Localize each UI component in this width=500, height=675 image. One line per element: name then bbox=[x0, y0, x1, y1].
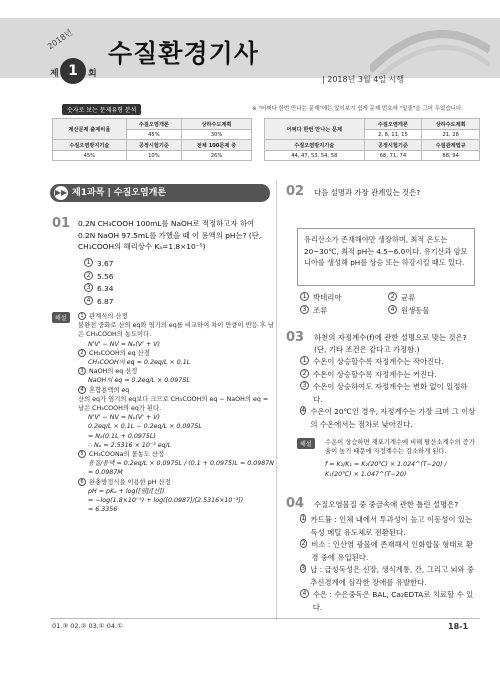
option-text: 수은 : 수은중독은 BAL, Ca₂EDTA로 치료할 수 있다. bbox=[312, 590, 474, 612]
answer-option[interactable] bbox=[300, 564, 476, 589]
answer-option[interactable] bbox=[300, 381, 476, 406]
table-cell: 68, 71, 74 bbox=[364, 151, 422, 161]
step-text: CH₃COOH의 eq 산정 bbox=[89, 349, 150, 357]
explanation-line: 용질/용액 = 0.2eq/L × 0.0975L / (0.1 + 0.0975)L = 0.0987N = 0.0987M bbox=[88, 460, 274, 477]
answer-option[interactable] bbox=[300, 406, 476, 431]
option-text: 5.56 bbox=[97, 271, 114, 281]
explanation-line: N'V' − NV = Nₒ(V' + V) bbox=[88, 340, 160, 348]
option-mark: 3 bbox=[84, 283, 93, 292]
option-text: 수온이 상승하여도 자정계수는 변화 없이 일정하다. bbox=[312, 382, 468, 404]
table-cell: 45% bbox=[126, 130, 181, 140]
option-row bbox=[300, 305, 476, 318]
option-mark: 2 bbox=[300, 369, 309, 378]
explanation-line: = Nₒ(0.1L + 0.0975L) bbox=[88, 432, 156, 440]
table-cell: 상하수도계획 bbox=[422, 119, 480, 130]
explanation-line bbox=[78, 312, 274, 321]
explanation-line: NaOH의 eq = 0.2eq/L × 0.0975L bbox=[88, 377, 190, 385]
option-mark: 4 bbox=[388, 305, 397, 314]
option-mark: 1 bbox=[300, 292, 309, 301]
explanation-line bbox=[78, 367, 274, 376]
option-text: 조류 bbox=[313, 305, 328, 315]
question-text: 다음 설명과 가장 관계있는 것은? bbox=[314, 188, 421, 197]
option-mark: 2 bbox=[388, 292, 397, 301]
explanation-line: 0.2eq/L × 0.1L − 0.2eq/L × 0.0975L bbox=[88, 423, 202, 431]
calc-ratio-table bbox=[52, 118, 252, 161]
table-cell: 88, 94 bbox=[422, 151, 480, 161]
option-text: 비소 : 인산염 광물에 존재해서 인화합물 형태로 환경 중에 유입된다. bbox=[311, 540, 473, 562]
step-text: 관계식의 산정 bbox=[89, 313, 128, 320]
step-mark: 1 bbox=[78, 312, 86, 320]
table-cell: 공정시험기준 bbox=[126, 140, 181, 151]
answer-option[interactable] bbox=[84, 258, 264, 271]
page-title: 수질환경기사 bbox=[108, 39, 259, 68]
answer-option[interactable] bbox=[84, 283, 264, 296]
explanation-body bbox=[325, 438, 475, 479]
table-cell: 44, 47, 53, 54, 58 bbox=[265, 151, 365, 161]
explanation-line: = −log(1.8×10⁻⁵) + log([0.0987]/[2.5316×10⁻³]) bbox=[88, 497, 244, 505]
table-cell: 수질오염방지기술 bbox=[265, 140, 365, 151]
explanation-line: 산의 eq가 염기의 eq보다 크므로 CH₃COOH의 eq − NaOH의 eq = 남은 CH₃COOH의 eq가 된다. bbox=[78, 395, 269, 413]
step-text: CH₃COONa의 몰농도 산정 bbox=[89, 451, 165, 459]
exam-date: | 2018년 3월 4일 시행 bbox=[322, 75, 405, 84]
option-text: 수온이 20℃인 경우, 자정계수는 가장 크며 그 이상의 수온에서는 점차로 낮아진다. bbox=[310, 407, 476, 429]
table-cell: 45% bbox=[53, 151, 127, 161]
formula-line: f = K₂/K₁ = K₂(20℃) × 1.024^(T−20) / K₁(20℃) × 1.047^(T−20) bbox=[325, 461, 447, 478]
explanation-line: = 6.3356 bbox=[88, 506, 118, 514]
table-cell: 26% bbox=[181, 151, 251, 161]
analysis-box bbox=[52, 104, 482, 166]
round-number: 1 bbox=[60, 58, 86, 84]
question-text: 수질오염물질 중 중금속에 관한 틀린 설명은? bbox=[314, 500, 459, 509]
badge-suffix: 회 bbox=[88, 69, 97, 79]
table-cell: 30% bbox=[181, 130, 251, 140]
explanation-body bbox=[78, 312, 274, 514]
question-number: 02 bbox=[286, 184, 305, 199]
explanation-line: 불완전 중화로 산의 eq와 염기의 eq를 비교하여 차이 만큼이 반응 후 남은 CH₃COOH의 농도이다. bbox=[78, 322, 274, 339]
question-number: 04 bbox=[286, 496, 305, 511]
explanation-line bbox=[78, 386, 274, 395]
step-mark: 2 bbox=[78, 349, 86, 357]
question-text: 하천의 자정계수(f)에 관한 설명으로 맞는 것은? (단, 기타 조건은 같다고 가정함.) bbox=[314, 333, 467, 354]
column-divider bbox=[276, 180, 277, 620]
step-text: NaOH의 eq 산정 bbox=[89, 368, 138, 376]
option-text: 원생동물 bbox=[401, 305, 430, 315]
explanation-line: N'V' − NV = Nₒ(V' + V) bbox=[88, 414, 160, 422]
table-cell: 공정시험기준 bbox=[364, 140, 422, 151]
option-row bbox=[300, 292, 476, 305]
option-mark: 3 bbox=[301, 565, 305, 572]
option-mark: 2 bbox=[84, 271, 93, 280]
explanation-line: CH₃COOH의 eq = 0.2eq/L × 0.1L bbox=[88, 359, 191, 367]
option-text: 3.67 bbox=[97, 259, 114, 268]
answer-option[interactable] bbox=[300, 589, 476, 614]
options-list bbox=[300, 292, 476, 317]
step-mark: 5 bbox=[78, 450, 86, 458]
options-list bbox=[300, 356, 476, 431]
step-mark: 4 bbox=[78, 386, 86, 394]
step-mark: 3 bbox=[78, 367, 86, 375]
answer-option[interactable] bbox=[388, 305, 468, 318]
explanation-line bbox=[78, 478, 274, 487]
exam-year: 2018년 bbox=[45, 27, 75, 52]
question-number: 03 bbox=[286, 330, 305, 345]
step-mark: 6 bbox=[78, 478, 86, 486]
forward-arrows-icon: ▶▶ bbox=[54, 186, 68, 200]
option-mark: 3 bbox=[300, 381, 309, 390]
page-number: 18-1 bbox=[448, 622, 469, 631]
decorative-swoosh-icon bbox=[370, 20, 490, 76]
answer-option[interactable] bbox=[84, 296, 264, 309]
option-text: 납 : 급성독성은 신장, 생식계통, 간, 그리고 뇌와 중추신경계에 심각한 장애를 유발한다. bbox=[310, 565, 475, 587]
rare-question-table bbox=[264, 118, 480, 161]
explanation-line: ∴ Nₒ = 2.5316 × 10⁻³ eq/L bbox=[88, 441, 172, 449]
option-mark: 1 bbox=[301, 515, 306, 522]
table-cell: 상하수도계획 bbox=[181, 119, 251, 130]
analysis-tag: 숫자로 보는 문제유형 분석 bbox=[62, 104, 141, 115]
table-cell: 계산문제 출제비율 bbox=[53, 119, 127, 140]
analysis-note: ※ "어쩌다 한번 만나는 문제"에는 앞이보기 쉽게 문제 번호에 "밑줄"을 그어 두었습니다. bbox=[252, 106, 464, 112]
explanation-1 bbox=[52, 312, 274, 612]
explanation-line: pH = pKₐ + log([염]/[산]) bbox=[88, 487, 165, 495]
step-text: 완충방정식을 이용한 pH 산정 bbox=[89, 478, 171, 486]
explanation-tag: 해설 bbox=[297, 438, 315, 449]
table-cell: 2, 8, 11, 15 bbox=[364, 130, 422, 140]
option-mark: 1 bbox=[300, 356, 309, 365]
explanation-tag: 해설 bbox=[52, 312, 70, 323]
table-cell: 어쩌다 한번 만나는 문제 bbox=[265, 119, 365, 140]
option-text: 수온이 상승할수록 자정계수는 작아진다. bbox=[313, 357, 444, 366]
option-text: 균류 bbox=[401, 293, 416, 302]
option-text: 카드뮴 : 인체 내에서 투과성이 높고 이동성이 있는 독성 메틸 유도체로 전환된다. bbox=[310, 515, 473, 537]
table-cell: 21, 28 bbox=[422, 130, 480, 140]
table-cell: 수질오염개론 bbox=[126, 119, 181, 130]
option-mark: 2 bbox=[301, 540, 306, 547]
option-mark: 4 bbox=[84, 296, 93, 305]
option-mark: 4 bbox=[300, 589, 309, 598]
option-text: 6.87 bbox=[97, 296, 114, 306]
table-cell: 전체 100문제 중 bbox=[181, 140, 251, 151]
option-text: 6.34 bbox=[97, 284, 114, 293]
explanation-line bbox=[78, 450, 274, 459]
explanation-line: 수온이 상승하면 재포기계수에 비해 탈산소계수의 증가율이 높기 때문에 자정계수는 감소하게 된다. bbox=[325, 439, 475, 456]
answer-option[interactable] bbox=[388, 292, 468, 305]
table-cell: 수질오염개론 bbox=[364, 119, 422, 130]
answer-option[interactable] bbox=[300, 514, 476, 539]
options-list bbox=[84, 258, 264, 308]
table-cell: 10% bbox=[126, 151, 181, 161]
explanation-line bbox=[78, 349, 274, 358]
answer-option[interactable] bbox=[300, 369, 476, 382]
table-cell: 수질관계법규 bbox=[422, 140, 480, 151]
option-text: 박테리아 bbox=[313, 293, 342, 302]
question-passage: 유리산소가 존재해야만 생장하며, 최적 온도는 20~30℃, 최적 pH는 4.5~6.0이다. 유기산과 암모니아를 생성해 pH를 상승 또는 하강시킬 때도 있다. bbox=[297, 228, 475, 286]
badge-prefix: 제 bbox=[50, 69, 59, 79]
section-label: 제1과목 | 수질오염개론 bbox=[72, 188, 167, 198]
round-badge bbox=[22, 22, 102, 79]
option-mark: 1 bbox=[84, 258, 93, 267]
table-cell: 수질오염방지기술 bbox=[53, 140, 127, 151]
answer-option[interactable] bbox=[300, 539, 476, 564]
section-header bbox=[50, 184, 270, 202]
step-text: 혼합용액의 eq bbox=[89, 386, 130, 394]
question-text: 0.2N CH₃COOH 100mL를 NaOH로 적정하고자 하여 0.2N NaOH 97.5mL를 가했을 때 이 용액의 pH는? (단, CH₃COOH의 해리상수 Kₐ=1.8×10⁻⁵) bbox=[78, 219, 262, 251]
option-mark: 4 bbox=[301, 407, 306, 414]
answer-option[interactable] bbox=[300, 305, 380, 318]
option-text: 수온이 상승할수록 자정계수는 커진다. bbox=[313, 369, 437, 379]
answer-option[interactable] bbox=[84, 271, 264, 284]
option-mark: 3 bbox=[300, 305, 309, 314]
answer-option[interactable] bbox=[300, 292, 380, 305]
options-list bbox=[300, 514, 476, 614]
question-number: 01 bbox=[52, 216, 71, 231]
page-header bbox=[0, 0, 500, 86]
answer-key: 01.③ 02.② 03.① 04.① bbox=[52, 622, 123, 630]
footer-rule bbox=[50, 618, 480, 619]
answer-option[interactable] bbox=[300, 356, 476, 369]
